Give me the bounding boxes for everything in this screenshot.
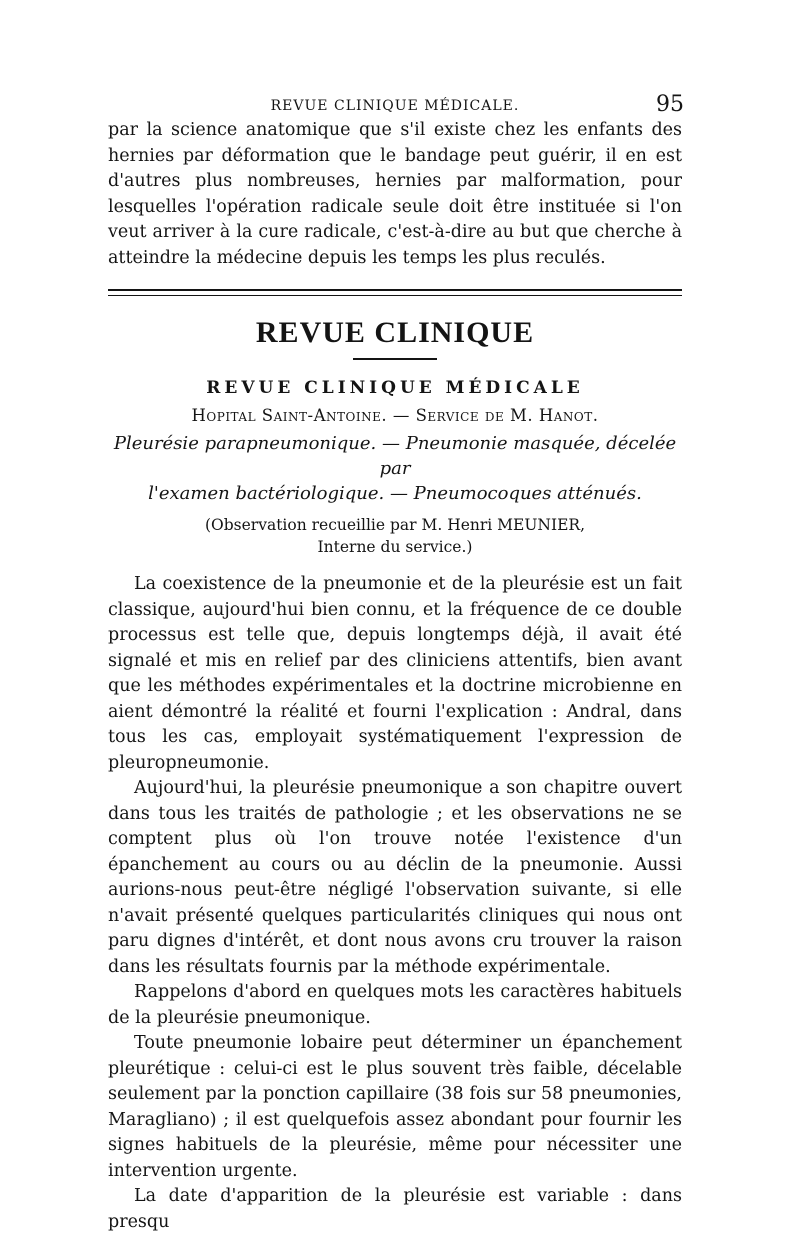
case-title bbox=[108, 431, 682, 506]
hospital-line: Hopital Saint-Antoine. — Service de M. Hanot. bbox=[191, 406, 599, 425]
body-paragraph: Rappelons d'abord en quelques mots les caractères habituels de la pleurésie pneumonique. bbox=[108, 982, 682, 1028]
case-title-line-2: l'examen bactériologique. — Pneumocoques atténués. bbox=[148, 483, 642, 504]
section-title: REVUE CLINIQUE bbox=[255, 316, 535, 349]
page-number: 95 bbox=[656, 92, 684, 117]
body-paragraph: La date d'apparition de la pleurésie est variable : dans presqu bbox=[108, 1186, 682, 1232]
observation-credit bbox=[108, 514, 682, 558]
running-title: REVUE CLINIQUE MÉDICALE. bbox=[270, 98, 520, 114]
body-paragraph: Toute pneumonie lobaire peut déterminer un épanchement pleurétique : celui-ci est le plus souvent très faible, décelable seulement par la ponction capillaire (38 fois sur 58 pneumonies, Maragliano) ; il est quelquefois assez abondant pour fournir les signes habituels de la pleurésie, même pour nécessiter une intervention urgente. bbox=[108, 1033, 682, 1181]
title-underline bbox=[353, 358, 437, 360]
body-paragraph: Aujourd'hui, la pleurésie pneumonique a son chapitre ouvert dans tous les traités de pathologie ; et les observations ne se comptent plus où l'on trouve notée l'existence d'un épanchement au cours ou au déclin de la pneumonie. Aussi aurions-nous peut-être négligé l'observation suivante, si elle n'avait présenté quelques particularités cliniques qui nous ont paru dignes d'intérêt, et dont nous avons cru trouver la raison dans les résultats fournis par la méthode expérimentale. bbox=[108, 778, 682, 977]
observation-line-1: (Observation recueillie par M. Henri MEUNIER, bbox=[204, 516, 586, 534]
divider-thick-line bbox=[108, 289, 682, 291]
observation-line-2: Interne du service.) bbox=[317, 538, 473, 556]
book-page bbox=[108, 90, 682, 1235]
running-head bbox=[108, 90, 682, 118]
article-body bbox=[108, 572, 682, 1235]
opening-paragraph: par la science anatomique que s'il existe chez les enfants des hernies par déformation que le bandage peut guérir, il en est d'autres plus nombreuses, hernies par malformation, pour lesquelles l'opération radicale seule doit être instituée si l'on veut arriver à la cure radicale, c'est-à-dire au but que cherche à atteindre la médecine depuis les temps les plus reculés. bbox=[108, 120, 682, 268]
section-divider bbox=[108, 289, 682, 296]
case-title-line-1: Pleurésie parapneumonique. — Pneumonie masquée, décelée par bbox=[113, 433, 677, 479]
body-paragraph: La coexistence de la pneumonie et de la pleurésie est un fait classique, aujourd'hui bien connu, et la fréquence de ce double processus est telle que, depuis longtemps déjà, il avait été signalé et mis en relief par des cliniciens attentifs, bien avant que les méthodes expérimentales et la doctrine microbienne en aient démontré la réalité et fourni l'explication : Andral, dans tous les cas, employait systématiquement l'expression de pleuropneumonie. bbox=[108, 574, 682, 773]
divider-thin-line bbox=[108, 295, 682, 296]
section-subtitle: REVUE CLINIQUE MÉDICALE bbox=[206, 378, 584, 398]
